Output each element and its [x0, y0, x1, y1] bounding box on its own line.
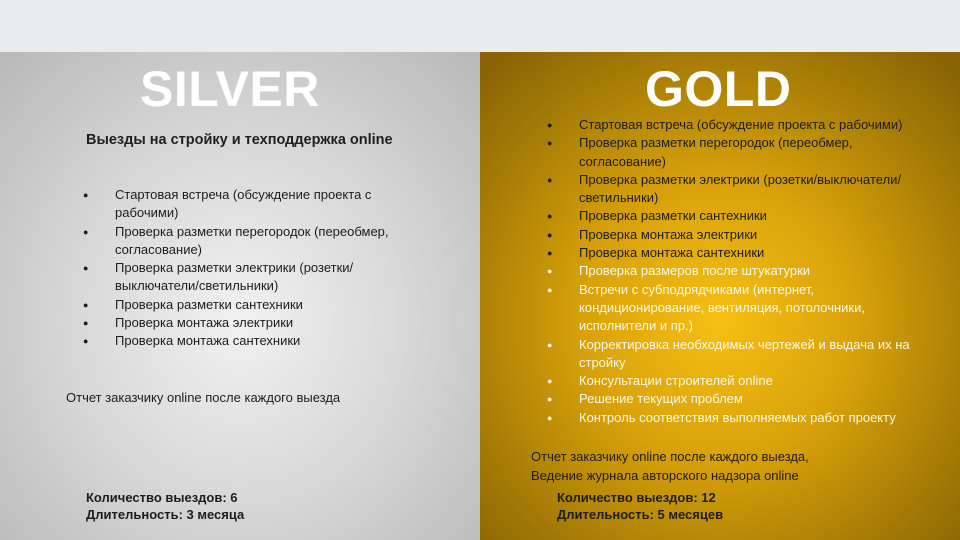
list-item: ● Решение текущих проблем: [547, 390, 942, 408]
list-item: ● Проверка размеров после штукатурки: [547, 262, 942, 280]
silver-title: SILVER: [140, 61, 320, 117]
list-item: ● Проверка монтажа сантехники: [547, 244, 942, 262]
silver-feature-list: [83, 186, 423, 351]
gold-feature-list: [547, 116, 942, 427]
silver-panel: [0, 52, 480, 540]
list-item: ● Проверка разметки перегородок (переобмер, согласование): [83, 223, 423, 260]
gold-report-line: Отчет заказчику online после каждого выезда,: [531, 449, 809, 464]
list-item: ● Проверка монтажа электрики: [83, 314, 423, 332]
list-item: ● Проверка разметки электрики (розетки/выключатели/светильники): [547, 171, 942, 208]
list-item: ● Проверка разметки перегородок (переобмер, согласование): [547, 134, 942, 171]
gold-panel: [480, 52, 960, 540]
gold-duration: Длительность: 5 месяцев: [557, 506, 724, 522]
list-item: ● Контроль соответствия выполняемых работ проекту: [547, 409, 942, 427]
silver-subtitle: Выезды на стройку и техподдержка online: [86, 132, 393, 148]
gold-report-line: Ведение журнала авторского надзора online: [531, 468, 799, 483]
list-item: ● Проверка разметки сантехники: [547, 207, 942, 225]
silver-duration: Длительность: 3 месяца: [86, 506, 245, 522]
silver-visits: Количество выездов: 6: [86, 490, 238, 505]
gold-report: [531, 447, 809, 485]
silver-report: Отчет заказчику online после каждого выезда: [66, 390, 341, 405]
list-item: ● Проверка монтажа сантехники: [83, 332, 423, 350]
list-item: ● Встречи с субподрядчиками (интернет, кондиционирование, вентиляция, потолочники, исполнители и пр.): [547, 281, 942, 336]
list-item: ● Проверка разметки электрики (розетки/выключатели/светильники): [83, 259, 423, 296]
list-item: ● Стартовая встреча (обсуждение проекта с рабочими): [547, 116, 942, 134]
top-bar: [0, 0, 960, 52]
gold-visits: Количество выездов: 12: [557, 490, 716, 505]
list-item: ● Проверка монтажа электрики: [547, 226, 942, 244]
gold-stats: [557, 490, 723, 523]
list-item: ● Проверка разметки сантехники: [83, 296, 423, 314]
list-item: ● Консультации строителей online: [547, 372, 942, 390]
list-item: ● Корректировка необходимых чертежей и выдача их на стройку: [547, 336, 942, 373]
gold-title: GOLD: [645, 61, 792, 117]
list-item: ● Стартовая встреча (обсуждение проекта с рабочими): [83, 186, 423, 223]
silver-stats: [86, 490, 244, 523]
